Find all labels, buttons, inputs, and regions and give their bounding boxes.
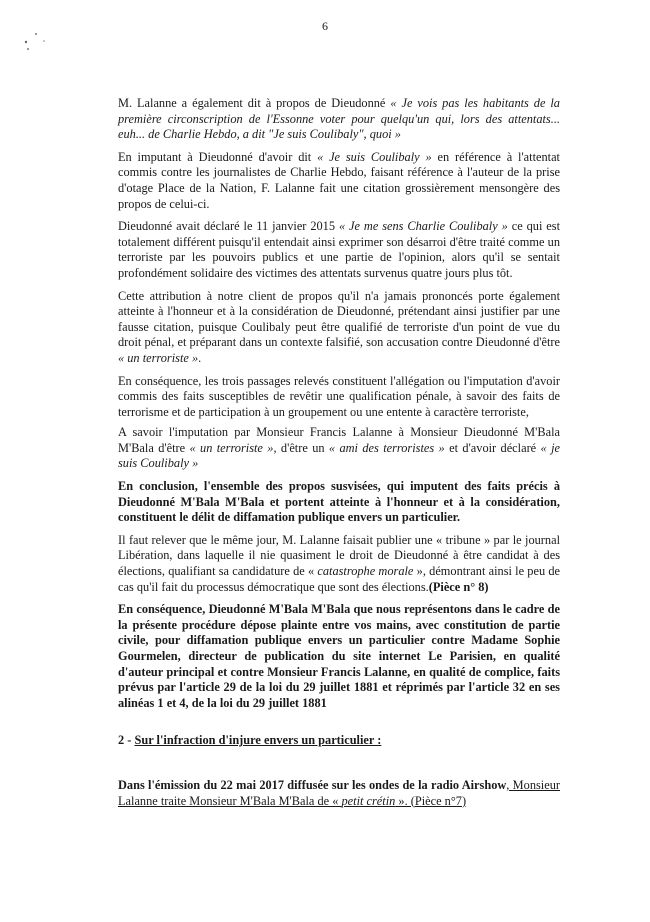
paragraph-declaration: Dieudonné avait déclaré le 11 janvier 2015 « Je me sens Charlie Coulibaly » ce qui est totalement différent puisqu'il entendait ainsi exprimer son désarroi d'être traité comme un terroriste par les pouvoirs publics et une partie de l'opinion, alors qu'il se sentait profondément solidaire des victimes des attentats survenus quatre jours plus tôt.: [118, 219, 561, 280]
paragraph-conclusion: En conclusion, l'ensemble des propos susvisées, qui imputent des faits précis à Dieudonné M'Bala M'Bala et portent atteinte à l'honneur et à la considération, constituent le délit de diffamation publique envers un particulier.: [118, 479, 560, 525]
scan-specks: [22, 30, 52, 54]
paragraph-imputation: En imputant à Dieudonné d'avoir dit « Je suis Coulibaly » en référence à l'attentat commis contre les journalistes de Charlie Hebdo, faisant référence à l'auteur de la prise d'otage Place de la Nation, F. Lalanne fait une citation grossièrement mensongère des propos de celui-ci.: [118, 149, 560, 211]
section-heading: 2 - Sur l'infraction d'injure envers un particulier :: [118, 733, 382, 748]
paragraph-airshow: Dans l'émission du 22 mai 2017 diffusée sur les ondes de la radio Airshow, Monsieur Lalanne traite Monsieur M'Bala M'Bala de « petit crétin ». (Pièce n°7): [118, 777, 560, 808]
paragraph-attribution: Cette attribution à notre client de propos qu'il n'a jamais prononcés porte également atteinte à l'honneur et à la considération de Dieudonné, prétendant ainsi justifier par une fausse citation, puisque Coulibaly peut être qualifié de terroriste d'un point de vue du droit pénal, et préparant dans un contexte falsifié, son accusation contre Dieudonné d'être « un terroriste ».: [118, 288, 560, 365]
paragraph-imputation-summary: A savoir l'imputation par Monsieur Francis Lalanne à Monsieur Dieudonné M'Bala M'Bala d'être « un terroriste », d'être un « ami des terroristes » et d'avoir déclaré « je suis Coulibaly »: [118, 425, 561, 471]
document-body: [118, 96, 560, 816]
paragraph-liberation: Il faut relever que le même jour, M. Lalanne faisait publier une « tribune » par le journal Libération, dans laquelle il nie quasiment le droit de Dieudonné à être candidat à des élections, qualifiant sa candidature de « catastrophe morale », démontrant ainsi le peu de cas qu'il fait du processus démocratique que sont des élections.(Pièce n° 8): [118, 532, 561, 594]
paragraph-lalanne-quote: M. Lalanne a également dit à propos de Dieudonné « Je vois pas les habitants de la première circonscription de l'Essonne voter pour quelqu'un qui, lors des attentats... euh... de Charlie Hebdo, a dit "Je suis Coulibaly", quoi »: [118, 96, 560, 142]
page-number: 6: [322, 19, 328, 33]
paragraph-complaint: En conséquence, Dieudonné M'Bala M'Bala que nous représentons dans le cadre de la présente procédure dépose plainte entre vos mains, avec constitution de partie civile, pour diffamation publique envers un particulier contre Madame Sophie Gourmelen, directeur de publication du site internet Le Parisien, en qualité d'auteur principal et contre Monsieur Francis Lalanne, en qualité de complice, faits prévus par l'article 29 de la loi du 29 juillet 1881 et réprimés par l'article 32 en ses alinéas 1 et 4, de la loi du 29 juillet 1881: [118, 602, 560, 710]
paragraph-consequence: En conséquence, les trois passages relevés constituent l'allégation ou l'imputation d'avoir commis des faits susceptibles de revêtir une qualification pénale, à savoir des faits de terrorisme et de participation à un groupement ou une entente à caractère terroriste,: [118, 373, 560, 419]
